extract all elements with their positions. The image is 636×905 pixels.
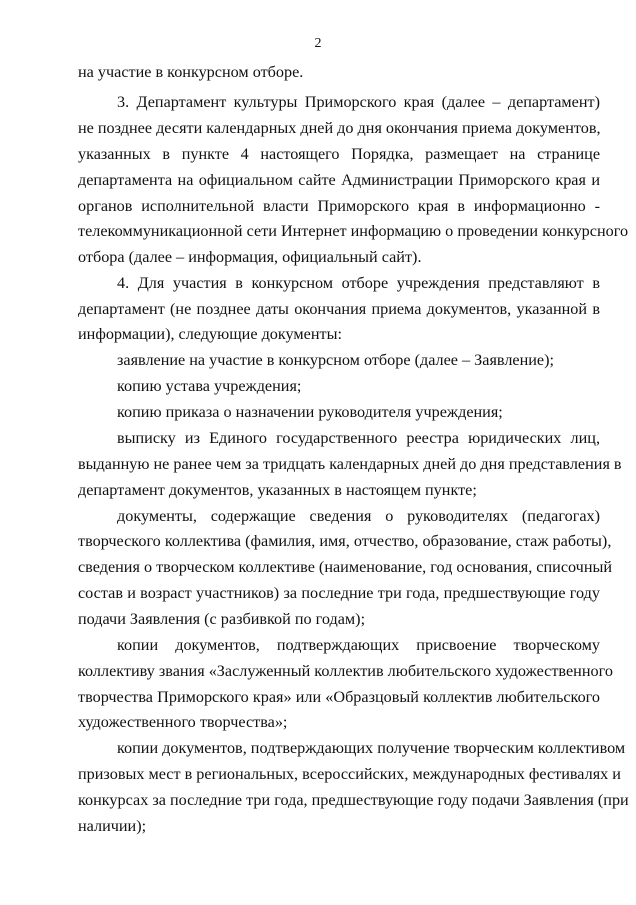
text-line: конкурсах за последние три года, предшествующие году подачи Заявления (при [78, 791, 629, 809]
text-line: заявление на участие в конкурсном отборе (далее – Заявление); [117, 351, 555, 369]
text-line: копию устава учреждения; [117, 377, 302, 395]
text-line: художественного творчества»; [78, 713, 288, 731]
text-line: телекоммуникационной сети Интернет информацию о проведении конкурсного [78, 222, 629, 240]
text-line: на участие в конкурсном отборе. [78, 63, 304, 81]
text-line: состав и возраст участников) за последние три года, предшествующие году [78, 584, 600, 602]
text-line: копии документов, подтверждающих присвоение творческому [117, 636, 600, 654]
text-line: 4. Для участия в конкурсном отборе учреждения представляют в [117, 274, 600, 292]
text-line: 3. Департамент культуры Приморского края (далее – департамент) [117, 93, 600, 111]
text-line: документы, содержащие сведения о руководителях (педагогах) [117, 507, 600, 525]
text-line: наличии); [78, 817, 147, 835]
text-line: органов исполнительной власти Приморского края в информационно - [78, 197, 600, 215]
text-line: не позднее десяти календарных дней до дня окончания приема документов, [78, 119, 601, 137]
text-line: указанных в пункте 4 настоящего Порядка, размещает на странице [78, 145, 600, 163]
text-line: департамент документов, указанных в настоящем пункте; [78, 481, 477, 499]
text-line: призовых мест в региональных, всероссийских, международных фестивалях и [78, 765, 621, 783]
text-line: сведения о творческом коллективе (наименование, год основания, списочный [78, 558, 613, 576]
text-line: выданную не ранее чем за тридцать календарных дней до дня представления в [78, 455, 622, 473]
text-line: подачи Заявления (с разбивкой по годам); [78, 610, 366, 628]
text-line: творческого коллектива (фамилия, имя, отчество, образование, стаж работы), [78, 532, 612, 550]
text-line: департамента на официальном сайте Администрации Приморского края и [78, 171, 600, 189]
text-line: творчества Приморского края» или «Образцовый коллектив любительского [78, 688, 600, 706]
text-line: информации), следующие документы: [78, 325, 342, 343]
text-line: копии документов, подтверждающих получение творческим коллективом [117, 739, 626, 757]
page-number: 2 [314, 36, 322, 51]
text-line: выписку из Единого государственного реестра юридических лиц, [117, 429, 600, 447]
text-line: отбора (далее – информация, официальный сайт). [78, 248, 422, 266]
text-line: копию приказа о назначении руководителя учреждения; [117, 403, 503, 421]
text-line: коллективу звания «Заслуженный коллектив любительского художественного [78, 662, 613, 680]
text-line: департамент (не позднее даты окончания приема документов, указанной в [78, 300, 600, 318]
